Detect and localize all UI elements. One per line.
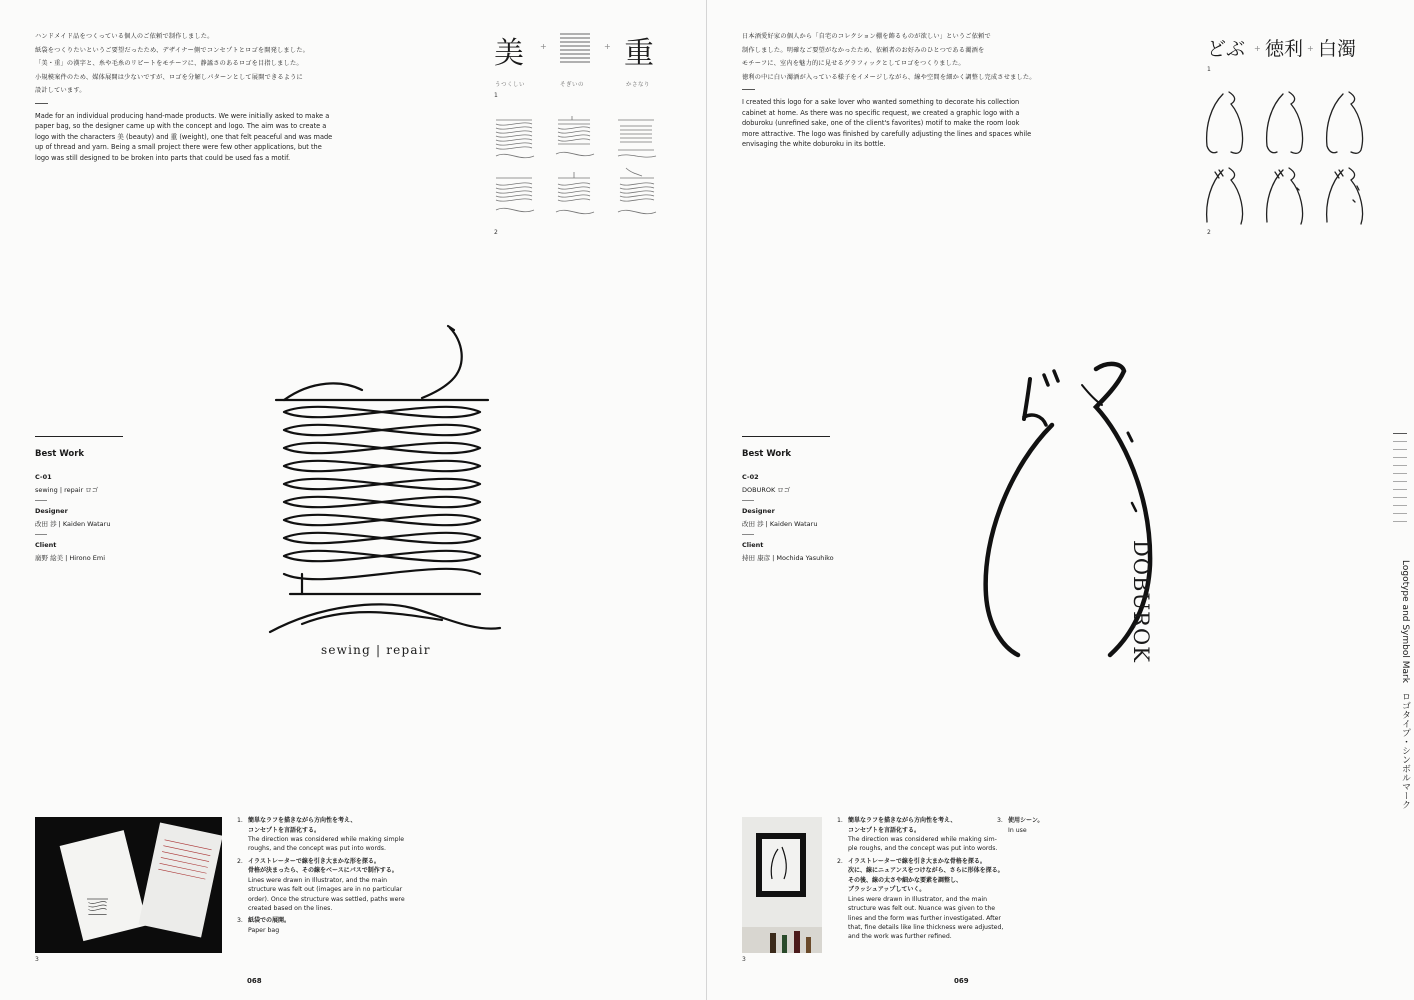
index-mark (1393, 505, 1407, 506)
divider (742, 534, 754, 535)
motif-label: うつくしい (495, 82, 526, 88)
rule (742, 436, 830, 437)
step-number: 1. (237, 817, 243, 824)
index-mark (1393, 513, 1407, 514)
step-en: Lines were drawn in Illustrator, and the main structure was felt out (images are in no particular order). Once the structure was settled, paths were created based on the lines. (248, 876, 405, 913)
process-step (237, 857, 405, 914)
paper-bag-illustration (35, 817, 222, 953)
intro-en-line: Made for an individual producing hand-made products. We were initially asked to make a (35, 111, 330, 120)
process-steps (237, 816, 405, 938)
paper-bag-photo (35, 817, 222, 953)
logo-caption: sewing | repair (321, 643, 431, 657)
step-jp: イラストレーターで線を引き大まかな形を探る。 骨格が決まったら、その線をベースにパスで制作する。 (248, 857, 398, 875)
step-en: In use (1008, 826, 1027, 834)
divider (35, 500, 47, 501)
sewing-repair-logo (262, 320, 502, 640)
motif-char-weight: 重 (624, 36, 654, 71)
plus-sign: + (604, 42, 611, 51)
step-number: 2. (837, 857, 843, 865)
figure-number: 1 (494, 92, 498, 99)
intro-jp-line: 制作しました。明確なご要望がなかったため、依頼者のお好みのひとつである濁酒を (742, 46, 985, 54)
index-mark (1393, 433, 1407, 434)
figure-number: 2 (1207, 229, 1211, 236)
designer-name: 改田 渉 | Kaiden Wataru (742, 520, 818, 528)
motif-word: 白濁 (1318, 38, 1357, 60)
step-number: 3. (237, 917, 243, 925)
step-en: The direction was considered while making simple roughs, and the concept was put into words. (248, 836, 405, 853)
figure-number: 2 (494, 229, 498, 236)
framed-print-illustration (742, 817, 822, 953)
figure-number: 1 (1207, 66, 1211, 73)
process-step (837, 816, 1004, 854)
divider (35, 103, 48, 104)
step-jp: 使用シーン。 (1008, 817, 1044, 824)
step-en: The direction was considered while making sim- ple roughs, and the concept was put into words. (848, 836, 998, 853)
page-number: 069 (954, 977, 969, 985)
step-jp: 簡単なラフを描きながら方向性を考え、 コンセプトを言語化する。 (248, 817, 357, 834)
divider (742, 500, 754, 501)
intro-jp-line: 日本酒愛好家の個人から「自宅のコレクション棚を飾るものが欲しい」というご依頼で (742, 33, 991, 40)
index-mark (1393, 489, 1407, 490)
intro-en-line: cabinet at home. As there was no specific request, we created a graphic logo with a (742, 108, 1020, 117)
index-mark (1393, 457, 1407, 458)
client-label: Client (35, 541, 57, 549)
process-step (237, 816, 405, 854)
rule (35, 436, 123, 437)
step-jp: イラストレーターで線を引き大まかな骨格を探る。 次に、線にニュアンスをつけながら、さらに形体を探る。 その後、線の太さや細かな要素を調整し、 ブラッシュアップしていく。 (848, 857, 1004, 894)
thread-lines-icon (560, 32, 590, 64)
intro-jp-line: 小規模案件のため、媒体展開は少ないですが、ロゴを分解しパターンとして展開できるように (35, 73, 303, 81)
designer-label: Designer (742, 507, 775, 515)
logo-variations-grid (492, 112, 662, 224)
index-mark (1393, 497, 1407, 498)
work-title: sewing | repair ロゴ (35, 486, 99, 494)
client-name: 持田 康彦 | Mochida Yasuhiko (742, 554, 834, 562)
client-label: Client (742, 541, 764, 549)
motif-label: そぎいの (560, 82, 585, 88)
motif-word: 徳利 (1265, 38, 1304, 60)
index-mark (1393, 441, 1407, 442)
figure-number: 3 (35, 956, 39, 963)
work-code: C-01 (35, 473, 52, 481)
right-intro (742, 30, 1072, 149)
process-step (997, 816, 1043, 835)
work-title: DOBUROK ロゴ (742, 486, 791, 494)
divider (742, 89, 755, 90)
intro-jp-line: ハンドメイド品をつくっている個人のご依頼で制作しました。 (35, 33, 214, 40)
step-number: 2. (237, 857, 243, 865)
step-number: 1. (837, 817, 843, 824)
index-mark (1393, 473, 1407, 474)
intro-en-line: envisaging the white doburoku in its bottle. (742, 140, 886, 148)
designer-label: Designer (35, 507, 68, 515)
divider (35, 534, 47, 535)
index-mark (1393, 449, 1407, 450)
plus-sign: + (1254, 44, 1261, 53)
plus-sign: + (1307, 44, 1314, 53)
motif-char-beauty: 美 (494, 36, 524, 71)
intro-en-line: doburoku (unrefined sake, one of the client's favorites) motif to make the room look (742, 119, 1020, 128)
intro-jp-line: モチーフに、室内を魅力的に見せるグラフィックとしてロゴをつくりました。 (742, 60, 965, 68)
motif-label: かさなり (626, 82, 651, 88)
intro-en-line: logo with the characters 美 (beauty) and 重 (weight), one that felt peaceful and was made (35, 132, 333, 141)
intro-jp-line: 紙袋をつくりたいというご要望だったため、デザイナー側でコンセプトとロゴを開発しました。 (35, 46, 309, 54)
chapter-index-marks (1393, 433, 1414, 529)
best-work-info (35, 436, 125, 568)
intro-en-line: logo was still designed to be broken into parts that could be used fas a motif. (35, 153, 291, 162)
intro-jp-line: 「美・重」の漢字と、糸や毛糸のリピートをモチーフに、静謐さのあるロゴを目指しました。 (35, 60, 303, 68)
work-code: C-02 (742, 473, 759, 481)
framed-logo-photo (742, 817, 822, 953)
page-number: 068 (247, 977, 262, 985)
index-mark (1393, 481, 1407, 482)
step-en: Lines were drawn in Illustrator, and the main structure was felt out. Nuance was given to the lines and the form was further investigated. After that, fine details like line thickness were adjusted, and the work was further refined. (848, 895, 1004, 941)
intro-en-line: more attractive. The logo was finished by carefully adjusting the lines and spaces while (742, 129, 1032, 138)
step-jp: 簡単なラフを描きながら方向性を考え、 コンセプトを言語化する。 (848, 817, 957, 834)
step-en: Paper bag (248, 926, 280, 934)
index-mark (1393, 521, 1407, 522)
process-steps-col2 (997, 816, 1043, 838)
index-mark (1393, 465, 1407, 466)
intro-jp-line: 設計しています。 (35, 87, 86, 95)
bottle-variations-grid (1201, 86, 1371, 226)
step-jp: 紙袋での展開。 (248, 917, 291, 925)
best-work-heading: Best Work (35, 449, 85, 459)
process-step (837, 857, 1004, 942)
step-number: 3. (997, 817, 1003, 824)
motif-word: どぶ (1207, 38, 1246, 60)
intro-en-line: paper bag, so the designer came up with the concept and logo. The aim was to create a (35, 122, 327, 131)
client-name: 廣野 絵美 | Hirono Emi (35, 554, 105, 562)
intro-jp-line: 徳利の中に白い濁酒が入っている様子をイメージしながら、線や空間を細かく調整し完成させました。 (742, 73, 1036, 81)
figure-number: 3 (742, 956, 746, 963)
designer-name: 改田 渉 | Kaiden Wataru (35, 520, 111, 528)
best-work-info (742, 436, 832, 568)
intro-en-line: up of thread and yarn. Being a small project there were few other applications, but the (35, 143, 322, 152)
process-steps (837, 816, 1004, 945)
plus-sign: + (540, 42, 547, 51)
logo-word: DOBUROK (1129, 540, 1153, 663)
process-step (237, 916, 405, 935)
right-page (707, 0, 1414, 1000)
best-work-heading: Best Work (742, 449, 792, 459)
intro-en-line: I created this logo for a sake lover who wanted something to decorate his collection (742, 98, 1020, 107)
left-intro (35, 30, 365, 163)
chapter-title-vertical: Logotype and Symbol Mark ロゴタイプ・シンボルマーク (1400, 560, 1410, 809)
